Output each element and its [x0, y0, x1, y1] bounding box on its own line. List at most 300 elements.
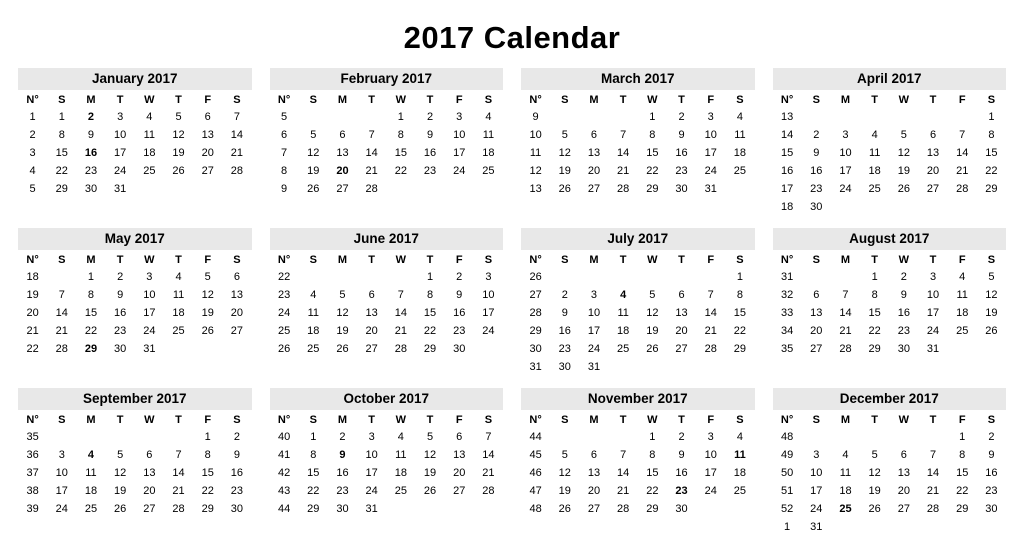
- day-cell[interactable]: 9: [813, 147, 820, 159]
- week-number-cell[interactable]: 20: [26, 307, 39, 319]
- day-cell[interactable]: 28: [617, 503, 630, 515]
- week-number-cell[interactable]: 41: [277, 449, 291, 461]
- day-cell[interactable]: 8: [649, 129, 656, 141]
- day-cell[interactable]: 2: [900, 271, 907, 283]
- day-cell[interactable]: 18: [482, 147, 495, 159]
- day-cell[interactable]: 21: [55, 325, 68, 337]
- day-cell[interactable]: 16: [84, 147, 98, 159]
- week-number-cell[interactable]: 30: [529, 343, 542, 355]
- day-cell[interactable]: 17: [704, 147, 717, 159]
- day-cell[interactable]: 30: [675, 503, 688, 515]
- day-cell[interactable]: 29: [55, 183, 68, 195]
- day-cell[interactable]: 31: [810, 521, 823, 533]
- day-cell[interactable]: 22: [956, 485, 969, 497]
- day-cell[interactable]: 11: [734, 449, 746, 461]
- day-cell[interactable]: 1: [58, 111, 65, 123]
- day-cell[interactable]: 29: [956, 503, 969, 515]
- day-cell[interactable]: 13: [201, 129, 214, 141]
- day-cell[interactable]: 27: [230, 325, 244, 337]
- day-cell[interactable]: 22: [55, 165, 68, 177]
- day-cell[interactable]: 2: [456, 271, 463, 283]
- day-cell[interactable]: 17: [114, 147, 127, 159]
- day-cell[interactable]: 16: [558, 325, 571, 337]
- day-cell[interactable]: 24: [810, 503, 823, 515]
- day-cell[interactable]: 17: [704, 467, 717, 479]
- day-cell[interactable]: 25: [617, 343, 630, 355]
- day-cell[interactable]: 18: [394, 467, 407, 479]
- day-cell[interactable]: 1: [649, 111, 656, 123]
- day-cell[interactable]: 1: [736, 271, 743, 283]
- day-cell[interactable]: 11: [734, 129, 746, 141]
- week-number-cell[interactable]: 32: [780, 289, 794, 301]
- day-cell[interactable]: 11: [307, 307, 319, 319]
- week-number-cell[interactable]: 35: [26, 431, 39, 443]
- day-cell[interactable]: 28: [55, 343, 68, 355]
- day-cell[interactable]: 30: [453, 343, 466, 355]
- day-cell[interactable]: 2: [426, 111, 434, 123]
- day-cell[interactable]: 29: [84, 343, 98, 355]
- day-cell[interactable]: 30: [230, 503, 244, 515]
- day-cell[interactable]: 29: [868, 343, 881, 355]
- day-cell[interactable]: 12: [897, 147, 910, 159]
- day-cell[interactable]: 5: [117, 449, 124, 461]
- day-cell[interactable]: 31: [587, 361, 601, 373]
- day-cell[interactable]: 19: [307, 165, 320, 177]
- week-number-cell[interactable]: 19: [26, 289, 39, 301]
- day-cell[interactable]: 11: [85, 467, 97, 479]
- day-cell[interactable]: 9: [900, 289, 907, 301]
- day-cell[interactable]: 22: [985, 165, 998, 177]
- day-cell[interactable]: 4: [842, 449, 849, 461]
- day-cell[interactable]: 22: [84, 325, 98, 337]
- day-cell[interactable]: 7: [959, 129, 966, 141]
- day-cell[interactable]: 18: [733, 147, 747, 159]
- day-cell[interactable]: 13: [587, 467, 601, 479]
- day-cell[interactable]: 14: [482, 449, 495, 461]
- week-number-cell[interactable]: 9: [281, 183, 288, 195]
- day-cell[interactable]: 18: [839, 485, 852, 497]
- day-cell[interactable]: 10: [810, 467, 823, 479]
- day-cell[interactable]: 14: [230, 129, 244, 141]
- day-cell[interactable]: 23: [675, 485, 688, 497]
- day-cell[interactable]: 3: [58, 449, 65, 461]
- day-cell[interactable]: 9: [561, 307, 568, 319]
- day-cell[interactable]: 24: [482, 325, 495, 337]
- day-cell[interactable]: 11: [839, 467, 852, 479]
- day-cell[interactable]: 26: [558, 183, 571, 195]
- day-cell[interactable]: 26: [114, 503, 127, 515]
- day-cell[interactable]: 29: [985, 183, 998, 195]
- day-cell[interactable]: 6: [813, 289, 820, 301]
- week-number-cell[interactable]: 51: [780, 485, 794, 497]
- day-cell[interactable]: 19: [868, 485, 881, 497]
- week-number-cell[interactable]: 22: [277, 271, 291, 283]
- day-cell[interactable]: 21: [956, 165, 969, 177]
- day-cell[interactable]: 15: [201, 467, 214, 479]
- day-cell[interactable]: 10: [365, 449, 378, 461]
- day-cell[interactable]: 12: [985, 289, 998, 301]
- day-cell[interactable]: 15: [307, 467, 320, 479]
- week-number-cell[interactable]: 48: [529, 503, 542, 515]
- week-number-cell[interactable]: 5: [281, 111, 288, 123]
- day-cell[interactable]: 11: [617, 307, 629, 319]
- day-cell[interactable]: 28: [482, 485, 495, 497]
- day-cell[interactable]: 4: [146, 111, 153, 123]
- day-cell[interactable]: 30: [114, 343, 127, 355]
- day-cell[interactable]: 17: [143, 307, 156, 319]
- day-cell[interactable]: 9: [233, 449, 240, 461]
- day-cell[interactable]: 3: [929, 271, 937, 283]
- day-cell[interactable]: 19: [558, 485, 571, 497]
- day-cell[interactable]: 7: [485, 431, 492, 443]
- day-cell[interactable]: 1: [959, 431, 966, 443]
- day-cell[interactable]: 21: [617, 165, 630, 177]
- day-cell[interactable]: 10: [143, 289, 156, 301]
- day-cell[interactable]: 4: [959, 271, 966, 283]
- day-cell[interactable]: 11: [956, 289, 968, 301]
- day-cell[interactable]: 15: [985, 147, 998, 159]
- day-cell[interactable]: 6: [339, 129, 346, 141]
- week-number-cell[interactable]: 52: [780, 503, 794, 515]
- day-cell[interactable]: 21: [365, 165, 378, 177]
- day-cell[interactable]: 24: [587, 343, 601, 355]
- day-cell[interactable]: 15: [55, 147, 68, 159]
- day-cell[interactable]: 28: [394, 343, 407, 355]
- week-number-cell[interactable]: 49: [780, 449, 794, 461]
- day-cell[interactable]: 13: [810, 307, 823, 319]
- day-cell[interactable]: 23: [453, 325, 466, 337]
- day-cell[interactable]: 7: [368, 129, 375, 141]
- day-cell[interactable]: 24: [704, 165, 717, 177]
- day-cell[interactable]: 25: [394, 485, 407, 497]
- day-cell[interactable]: 11: [172, 289, 185, 301]
- week-number-cell[interactable]: 45: [529, 449, 542, 461]
- day-cell[interactable]: 4: [736, 111, 743, 123]
- day-cell[interactable]: 25: [733, 165, 747, 177]
- week-number-cell[interactable]: 15: [780, 147, 794, 159]
- day-cell[interactable]: 17: [926, 307, 940, 319]
- day-cell[interactable]: 26: [201, 325, 214, 337]
- day-cell[interactable]: 17: [839, 165, 852, 177]
- day-cell[interactable]: 20: [897, 485, 910, 497]
- day-cell[interactable]: 22: [394, 165, 407, 177]
- day-cell[interactable]: 20: [201, 147, 214, 159]
- day-cell[interactable]: 5: [649, 289, 656, 301]
- day-cell[interactable]: 16: [336, 467, 349, 479]
- day-cell[interactable]: 14: [956, 147, 969, 159]
- day-cell[interactable]: 28: [704, 343, 717, 355]
- day-cell[interactable]: 18: [956, 307, 969, 319]
- day-cell[interactable]: 2: [678, 431, 685, 443]
- day-cell[interactable]: 6: [204, 111, 211, 123]
- day-cell[interactable]: 28: [617, 183, 630, 195]
- day-cell[interactable]: 7: [620, 129, 627, 141]
- day-cell[interactable]: 27: [897, 503, 910, 515]
- day-cell[interactable]: 16: [675, 147, 688, 159]
- day-cell[interactable]: 18: [617, 325, 630, 337]
- day-cell[interactable]: 27: [675, 343, 688, 355]
- day-cell[interactable]: 19: [172, 147, 185, 159]
- day-cell[interactable]: 17: [365, 467, 378, 479]
- day-cell[interactable]: 25: [307, 343, 320, 355]
- week-number-cell[interactable]: 40: [277, 431, 291, 443]
- day-cell[interactable]: 9: [117, 289, 124, 301]
- day-cell[interactable]: 16: [230, 467, 244, 479]
- day-cell[interactable]: 31: [365, 503, 378, 515]
- day-cell[interactable]: 29: [201, 503, 214, 515]
- day-cell[interactable]: 20: [926, 165, 940, 177]
- day-cell[interactable]: 27: [810, 343, 823, 355]
- day-cell[interactable]: 30: [336, 503, 349, 515]
- day-cell[interactable]: 31: [143, 343, 156, 355]
- day-cell[interactable]: 23: [985, 485, 998, 497]
- day-cell[interactable]: 9: [456, 289, 463, 301]
- week-number-cell[interactable]: 37: [26, 467, 39, 479]
- week-number-cell[interactable]: 18: [26, 271, 39, 283]
- day-cell[interactable]: 8: [649, 449, 656, 461]
- day-cell[interactable]: 20: [230, 307, 244, 319]
- day-cell[interactable]: 13: [365, 307, 378, 319]
- week-number-cell[interactable]: 36: [26, 449, 39, 461]
- day-cell[interactable]: 2: [678, 111, 685, 123]
- day-cell[interactable]: 7: [233, 111, 240, 123]
- day-cell[interactable]: 10: [704, 449, 717, 461]
- day-cell[interactable]: 17: [587, 325, 601, 337]
- day-cell[interactable]: 31: [926, 343, 940, 355]
- day-cell[interactable]: 14: [617, 147, 630, 159]
- week-number-cell[interactable]: 44: [529, 431, 542, 443]
- day-cell[interactable]: 1: [204, 431, 211, 443]
- week-number-cell[interactable]: 8: [281, 165, 288, 177]
- day-cell[interactable]: 12: [307, 147, 320, 159]
- day-cell[interactable]: 4: [310, 289, 317, 301]
- day-cell[interactable]: 28: [365, 183, 378, 195]
- day-cell[interactable]: 7: [397, 289, 404, 301]
- day-cell[interactable]: 25: [868, 183, 881, 195]
- day-cell[interactable]: 6: [900, 449, 907, 461]
- day-cell[interactable]: 27: [201, 165, 214, 177]
- day-cell[interactable]: 21: [839, 325, 852, 337]
- day-cell[interactable]: 5: [561, 129, 568, 141]
- day-cell[interactable]: 6: [929, 129, 937, 141]
- day-cell[interactable]: 13: [143, 467, 156, 479]
- day-cell[interactable]: 13: [453, 449, 466, 461]
- day-cell[interactable]: 24: [926, 325, 940, 337]
- day-cell[interactable]: 8: [988, 129, 995, 141]
- week-number-cell[interactable]: 50: [780, 467, 794, 479]
- day-cell[interactable]: 11: [868, 147, 881, 159]
- day-cell[interactable]: 14: [55, 307, 68, 319]
- day-cell[interactable]: 6: [368, 289, 375, 301]
- day-cell[interactable]: 9: [339, 449, 346, 461]
- day-cell[interactable]: 13: [926, 147, 940, 159]
- day-cell[interactable]: 14: [704, 307, 717, 319]
- day-cell[interactable]: 4: [87, 449, 95, 461]
- day-cell[interactable]: 15: [646, 467, 659, 479]
- day-cell[interactable]: 25: [172, 325, 185, 337]
- week-number-cell[interactable]: 25: [277, 325, 291, 337]
- day-cell[interactable]: 29: [733, 343, 747, 355]
- day-cell[interactable]: 24: [704, 485, 717, 497]
- week-number-cell[interactable]: 5: [29, 183, 36, 195]
- day-cell[interactable]: 6: [590, 129, 598, 141]
- day-cell[interactable]: 17: [55, 485, 68, 497]
- day-cell[interactable]: 28: [230, 165, 244, 177]
- day-cell[interactable]: 24: [453, 165, 466, 177]
- day-cell[interactable]: 19: [646, 325, 659, 337]
- day-cell[interactable]: 4: [871, 129, 878, 141]
- day-cell[interactable]: 20: [143, 485, 156, 497]
- day-cell[interactable]: 3: [707, 111, 714, 123]
- day-cell[interactable]: 1: [87, 271, 95, 283]
- day-cell[interactable]: 8: [204, 449, 211, 461]
- day-cell[interactable]: 10: [926, 289, 940, 301]
- day-cell[interactable]: 28: [172, 503, 185, 515]
- day-cell[interactable]: 16: [985, 467, 998, 479]
- day-cell[interactable]: 24: [114, 165, 127, 177]
- week-number-cell[interactable]: 26: [529, 271, 542, 283]
- day-cell[interactable]: 13: [675, 307, 688, 319]
- day-cell[interactable]: 20: [587, 485, 601, 497]
- day-cell[interactable]: 12: [172, 129, 185, 141]
- day-cell[interactable]: 14: [394, 307, 407, 319]
- day-cell[interactable]: 26: [868, 503, 881, 515]
- day-cell[interactable]: 11: [143, 129, 156, 141]
- day-cell[interactable]: 19: [558, 165, 571, 177]
- day-cell[interactable]: 12: [114, 467, 127, 479]
- day-cell[interactable]: 31: [114, 183, 127, 195]
- day-cell[interactable]: 8: [310, 449, 317, 461]
- day-cell[interactable]: 8: [426, 289, 434, 301]
- day-cell[interactable]: 18: [143, 147, 156, 159]
- week-number-cell[interactable]: 7: [281, 147, 288, 159]
- day-cell[interactable]: 15: [84, 307, 98, 319]
- day-cell[interactable]: 1: [649, 431, 656, 443]
- day-cell[interactable]: 10: [482, 289, 495, 301]
- day-cell[interactable]: 29: [646, 503, 659, 515]
- day-cell[interactable]: 6: [233, 271, 240, 283]
- day-cell[interactable]: 26: [897, 183, 910, 195]
- day-cell[interactable]: 2: [117, 271, 124, 283]
- day-cell[interactable]: 5: [204, 271, 211, 283]
- day-cell[interactable]: 22: [646, 485, 659, 497]
- week-number-cell[interactable]: 38: [26, 485, 39, 497]
- day-cell[interactable]: 12: [558, 147, 571, 159]
- day-cell[interactable]: 22: [201, 485, 214, 497]
- week-number-cell[interactable]: 26: [277, 343, 291, 355]
- day-cell[interactable]: 25: [84, 503, 98, 515]
- day-cell[interactable]: 23: [675, 165, 688, 177]
- day-cell[interactable]: 25: [839, 503, 852, 515]
- week-number-cell[interactable]: 21: [26, 325, 39, 337]
- day-cell[interactable]: 9: [678, 129, 685, 141]
- day-cell[interactable]: 26: [558, 503, 571, 515]
- day-cell[interactable]: 11: [395, 449, 407, 461]
- week-number-cell[interactable]: 31: [529, 361, 542, 373]
- day-cell[interactable]: 20: [365, 325, 378, 337]
- day-cell[interactable]: 18: [172, 307, 185, 319]
- day-cell[interactable]: 28: [839, 343, 852, 355]
- day-cell[interactable]: 21: [704, 325, 717, 337]
- day-cell[interactable]: 3: [146, 271, 153, 283]
- day-cell[interactable]: 20: [453, 467, 466, 479]
- day-cell[interactable]: 30: [675, 183, 688, 195]
- day-cell[interactable]: 2: [233, 431, 240, 443]
- day-cell[interactable]: 7: [620, 449, 627, 461]
- day-cell[interactable]: 14: [839, 307, 852, 319]
- day-cell[interactable]: 30: [558, 361, 571, 373]
- day-cell[interactable]: 22: [423, 325, 437, 337]
- day-cell[interactable]: 7: [842, 289, 849, 301]
- day-cell[interactable]: 20: [675, 325, 688, 337]
- day-cell[interactable]: 22: [868, 325, 881, 337]
- week-number-cell[interactable]: 4: [29, 165, 36, 177]
- day-cell[interactable]: 3: [590, 289, 598, 301]
- day-cell[interactable]: 25: [956, 325, 969, 337]
- day-cell[interactable]: 16: [453, 307, 466, 319]
- day-cell[interactable]: 3: [368, 431, 375, 443]
- week-number-cell[interactable]: 33: [780, 307, 794, 319]
- day-cell[interactable]: 1: [426, 271, 434, 283]
- day-cell[interactable]: 15: [423, 307, 437, 319]
- day-cell[interactable]: 19: [336, 325, 349, 337]
- day-cell[interactable]: 27: [143, 503, 156, 515]
- day-cell[interactable]: 22: [307, 485, 320, 497]
- day-cell[interactable]: 16: [897, 307, 910, 319]
- day-cell[interactable]: 3: [485, 271, 492, 283]
- day-cell[interactable]: 30: [897, 343, 910, 355]
- day-cell[interactable]: 12: [646, 307, 659, 319]
- day-cell[interactable]: 3: [707, 431, 714, 443]
- day-cell[interactable]: 14: [617, 467, 630, 479]
- day-cell[interactable]: 3: [456, 111, 463, 123]
- day-cell[interactable]: 27: [365, 343, 378, 355]
- day-cell[interactable]: 4: [736, 431, 743, 443]
- day-cell[interactable]: 5: [561, 449, 568, 461]
- day-cell[interactable]: 1: [871, 271, 878, 283]
- day-cell[interactable]: 23: [423, 165, 437, 177]
- day-cell[interactable]: 23: [810, 183, 823, 195]
- day-cell[interactable]: 29: [646, 183, 659, 195]
- week-number-cell[interactable]: 48: [780, 431, 794, 443]
- day-cell[interactable]: 1: [397, 111, 404, 123]
- day-cell[interactable]: 24: [839, 183, 852, 195]
- day-cell[interactable]: 21: [172, 485, 185, 497]
- day-cell[interactable]: 25: [733, 485, 747, 497]
- week-number-cell[interactable]: 31: [780, 271, 794, 283]
- day-cell[interactable]: 20: [810, 325, 823, 337]
- week-number-cell[interactable]: 16: [780, 165, 794, 177]
- day-cell[interactable]: 14: [365, 147, 378, 159]
- day-cell[interactable]: 5: [175, 111, 182, 123]
- day-cell[interactable]: 7: [929, 449, 937, 461]
- day-cell[interactable]: 24: [55, 503, 68, 515]
- week-number-cell[interactable]: 18: [780, 201, 794, 213]
- day-cell[interactable]: 31: [704, 183, 717, 195]
- day-cell[interactable]: 13: [587, 147, 601, 159]
- day-cell[interactable]: 13: [897, 467, 910, 479]
- day-cell[interactable]: 18: [868, 165, 881, 177]
- day-cell[interactable]: 10: [453, 129, 466, 141]
- day-cell[interactable]: 12: [558, 467, 571, 479]
- day-cell[interactable]: 18: [84, 485, 98, 497]
- week-number-cell[interactable]: 28: [529, 307, 542, 319]
- day-cell[interactable]: 2: [813, 129, 820, 141]
- day-cell[interactable]: 6: [678, 289, 685, 301]
- day-cell[interactable]: 27: [453, 485, 466, 497]
- day-cell[interactable]: 12: [423, 449, 437, 461]
- week-number-cell[interactable]: 14: [780, 129, 794, 141]
